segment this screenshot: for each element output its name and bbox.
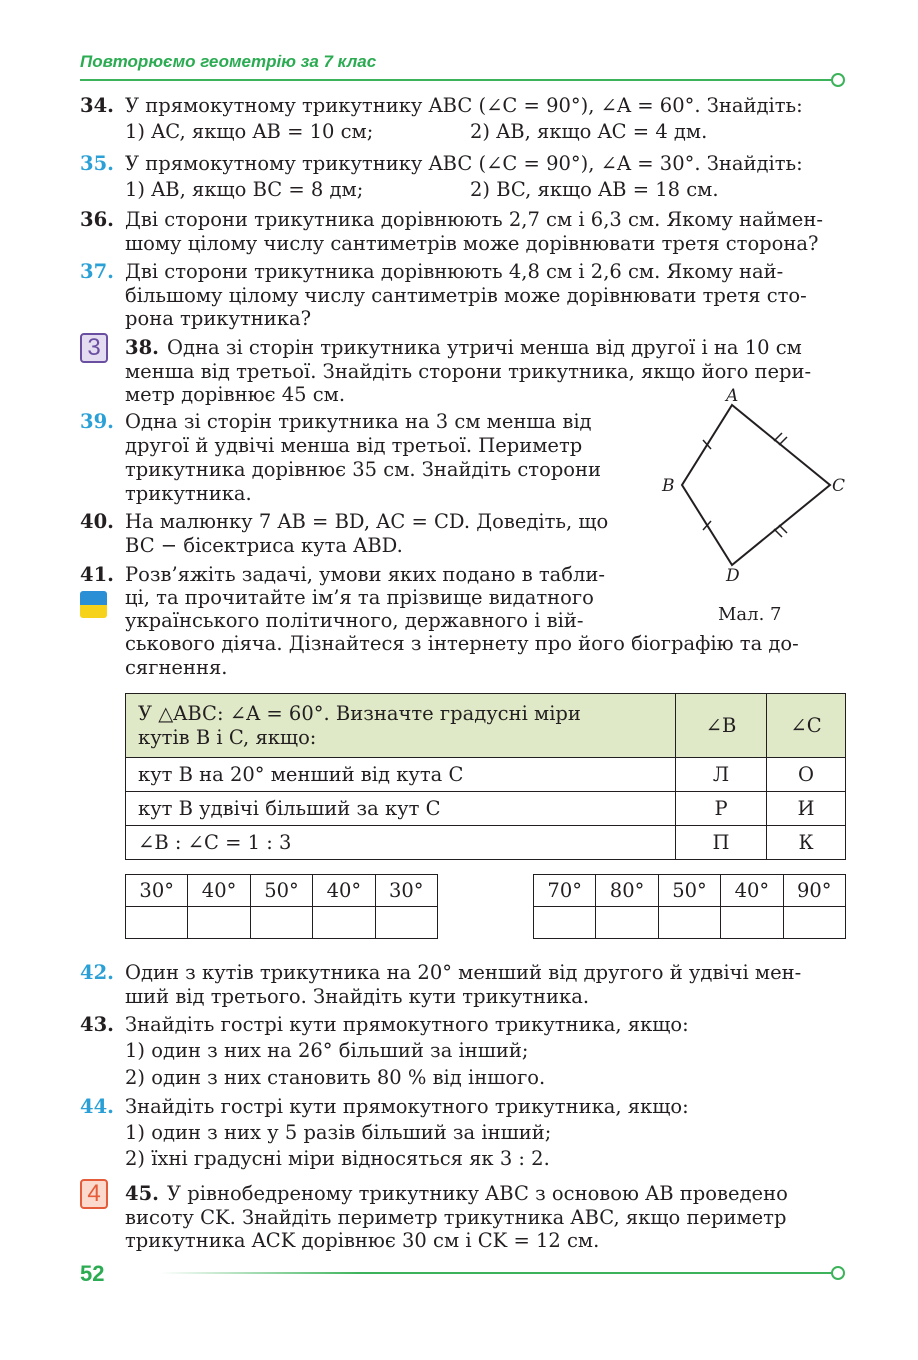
answer-letter-cell [596, 907, 658, 939]
task-table-header-task [126, 694, 676, 758]
tick-ac-1 [774, 433, 782, 441]
answer-letter-cell [375, 907, 437, 939]
footer-rule-end-circle [831, 1266, 845, 1280]
answer-grid-last-name [533, 874, 846, 939]
problem-35-part2: 2) BC, якщо AB = 18 см. [470, 178, 719, 201]
letter-b-cell: Р [676, 792, 767, 826]
problem-40-number: 40. [80, 510, 114, 533]
problem-35-number: 35. [80, 152, 114, 175]
problem-37-line1: Дві сторони трикутника дорівнюють 4,8 см і 2,6 см. Якому най- [125, 260, 784, 283]
problem-43-line1: Знайдіть гострі кути прямокутного трикутника, якщо: [125, 1013, 689, 1036]
figure-7-quadrilateral [650, 385, 850, 635]
answer-letter-cell [783, 907, 845, 939]
answer-angle-cell: 40° [313, 875, 375, 907]
answer-letter-cell [250, 907, 312, 939]
letter-b-cell: П [676, 826, 767, 860]
header-rule-end-circle [831, 73, 845, 87]
problem-43-number: 43. [80, 1013, 114, 1036]
problem-35-part1: 1) AB, якщо BC = 8 дм; [125, 178, 364, 201]
problem-44-part1: 1) один з них у 5 разів більший за інший; [125, 1121, 552, 1144]
table-row [126, 758, 846, 792]
letter-c-cell: О [767, 758, 846, 792]
answer-letter-cell [658, 907, 720, 939]
problem-43-part1: 1) один з них на 26° більший за інший; [125, 1039, 529, 1062]
problem-39-line4: трикутника. [125, 482, 252, 505]
problem-42-line2: ший від третього. Знайдіть кути трикутника. [125, 985, 590, 1008]
problem-37-line3: рона трикутника? [125, 307, 312, 330]
problem-41-number: 41. [80, 563, 114, 586]
problem-43-part2: 2) один з них становить 80 % від іншого. [125, 1066, 546, 1089]
problem-45-line1: У рівнобедреному трикутнику ABC з основою AB проведено [167, 1182, 788, 1205]
footer-rule [160, 1272, 832, 1274]
problem-35-text: У прямокутному трикутнику ABC (∠C = 90°), ∠A = 30°. Знайдіть: [125, 152, 803, 175]
vertex-label-a: A [726, 386, 739, 406]
problem-41-line2: ці, та прочитайте ім’я та прізвище видатного [125, 586, 594, 609]
answer-letter-cell [126, 907, 188, 939]
problem-40-line1: На малюнку 7 AB = BD, AC = CD. Доведіть, що [125, 510, 609, 533]
quadrilateral-abdc [682, 405, 830, 565]
table-row [126, 826, 846, 860]
problem-36-line2: шому цілому числу сантиметрів може дорівнювати третя сторона? [125, 232, 819, 255]
problem-45-line2: висоту CK. Знайдіть периметр трикутника ABC, якщо периметр [125, 1206, 787, 1229]
problem-38-line3: метр дорівнює 45 см. [125, 383, 346, 406]
problem-38-number: 38. [125, 336, 159, 359]
task-table [125, 693, 846, 860]
problem-41-line1: Розв’яжіть задачі, умови яких подано в табли- [125, 563, 606, 586]
answer-angle-cell: 40° [188, 875, 250, 907]
problem-42-number: 42. [80, 961, 114, 984]
answer-angle-cell: 30° [375, 875, 437, 907]
problem-37-number: 37. [80, 260, 114, 283]
answer-letter-cell [313, 907, 375, 939]
problem-39-line1: Одна зі сторін трикутника на 3 см менша від [125, 410, 592, 433]
task-header-line2: кутів B і C, якщо: [138, 725, 317, 749]
problem-44-number: 44. [80, 1095, 114, 1118]
figure-caption: Мал. 7 [718, 604, 782, 625]
problem-39-line2: другої й удвічі менша від третьої. Периметр [125, 434, 583, 457]
problem-34-part1: 1) AC, якщо AB = 10 см; [125, 120, 374, 143]
problem-38-line2: менша від третьої. Знайдіть сторони трикутника, якщо його пери- [125, 360, 812, 383]
page-number: 52 [80, 1261, 105, 1286]
tick-cd-1 [774, 529, 782, 537]
task-table-header-c: ∠C [767, 694, 846, 758]
task-cell: ∠B : ∠C = 1 : 3 [126, 826, 676, 860]
problem-39-line3: трикутника дорівнює 35 см. Знайдіть сторони [125, 458, 602, 481]
letter-c-cell: К [767, 826, 846, 860]
vertex-label-b: B [662, 476, 675, 496]
problem-38-line1: Одна зі сторін трикутника утричі менша від другої і на 10 см [167, 336, 802, 359]
answer-angle-cell: 30° [126, 875, 188, 907]
answer-angle-cell: 50° [658, 875, 720, 907]
problem-41-line5: сягнення. [125, 656, 228, 679]
answer-angle-cell: 70° [534, 875, 596, 907]
task-cell: кут B на 20° менший від кута C [126, 758, 676, 792]
problem-36-number: 36. [80, 208, 114, 231]
problem-36-line1: Дві сторони трикутника дорівнюють 2,7 см і 6,3 см. Якому наймен- [125, 208, 823, 231]
letter-c-cell: И [767, 792, 846, 826]
problem-39-number: 39. [80, 410, 114, 433]
problem-34-number: 34. [80, 94, 114, 117]
level-4-badge: 4 [80, 1179, 108, 1209]
answer-letter-cell [188, 907, 250, 939]
page-header-title: Повторюємо геометрію за 7 клас [80, 52, 377, 71]
vertex-label-c: C [832, 476, 846, 496]
tick-cd-2 [779, 525, 787, 533]
problem-40-line2: BC − бісектриса кута ABD. [125, 534, 403, 557]
problem-45-number: 45. [125, 1182, 159, 1205]
problem-45-line3: трикутника ACK дорівнює 30 см і CK = 12 см. [125, 1229, 600, 1252]
table-row [126, 792, 846, 826]
answer-grid-first-name [125, 874, 438, 939]
level-3-badge: 3 [80, 333, 108, 363]
answer-angle-cell: 80° [596, 875, 658, 907]
tick-ac-2 [779, 437, 787, 445]
problem-44-part2: 2) їхні градусні міри відносяться як 3 : 2. [125, 1147, 550, 1170]
letter-b-cell: Л [676, 758, 767, 792]
vertex-label-d: D [726, 566, 740, 586]
answer-letter-cell [721, 907, 783, 939]
task-header-line1: У △ABC: ∠A = 60°. Визначте градусні міри [138, 701, 581, 725]
problem-34-text: У прямокутному трикутнику ABC (∠C = 90°), ∠A = 60°. Знайдіть: [125, 94, 803, 117]
answer-angle-cell: 50° [250, 875, 312, 907]
answer-angle-cell: 90° [783, 875, 845, 907]
header-rule [80, 79, 832, 81]
problem-41-line4: ськового діяча. Дізнайтеся з інтернету про його біографію та до- [125, 632, 799, 655]
problem-34-part2: 2) AB, якщо AC = 4 дм. [470, 120, 708, 143]
task-cell: кут B удвічі більший за кут C [126, 792, 676, 826]
task-table-header-row [126, 694, 846, 758]
answer-letter-cell [534, 907, 596, 939]
ukraine-flag-icon [80, 591, 107, 618]
problem-41-line3: українського політичного, державного і вій- [125, 609, 584, 632]
problem-37-line2: більшому цілому числу сантиметрів може дорівнювати третя сто- [125, 284, 807, 307]
answer-angle-cell: 40° [721, 875, 783, 907]
task-table-header-b: ∠B [676, 694, 767, 758]
problem-44-line1: Знайдіть гострі кути прямокутного трикутника, якщо: [125, 1095, 689, 1118]
problem-42-line1: Один з кутів трикутника на 20° менший від другого й удвічі мен- [125, 961, 802, 984]
